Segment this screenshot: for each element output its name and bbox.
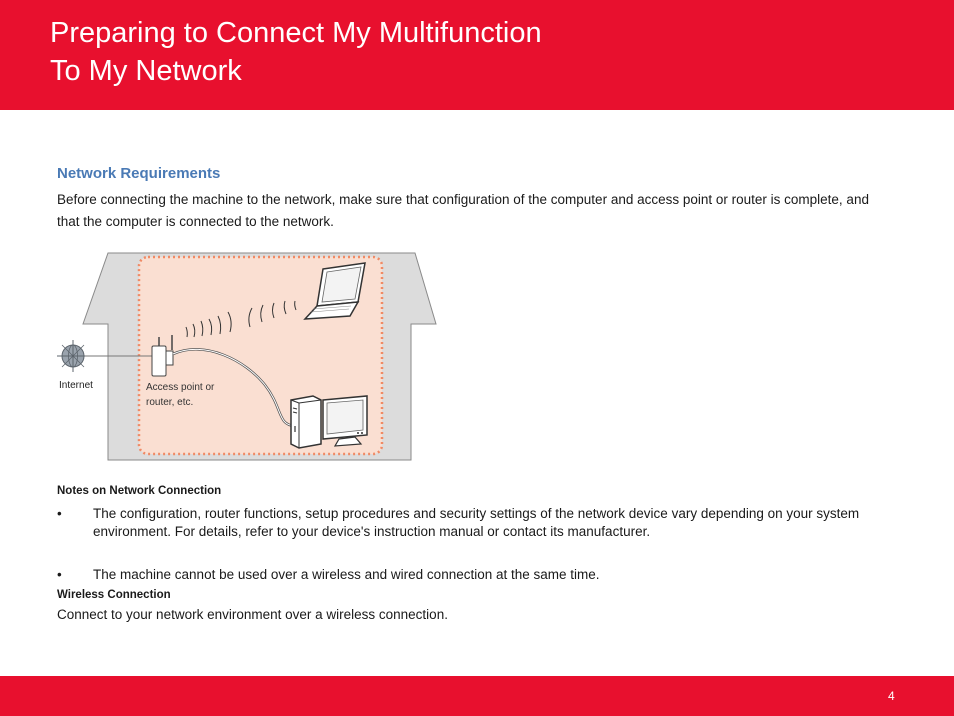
title-line-1: Preparing to Connect My Multifunction <box>50 17 542 49</box>
list-item <box>57 566 887 584</box>
title-line-2: To My Network <box>50 55 242 87</box>
globe-icon <box>57 340 89 372</box>
network-diagram <box>55 250 440 465</box>
bullet-dot: • <box>57 506 62 521</box>
list-item <box>57 505 887 541</box>
router-label-line-1: Access point or <box>146 382 215 393</box>
notes-heading: Notes on Network Connection <box>57 485 222 497</box>
desktop-tower-icon <box>291 396 321 448</box>
page-title <box>50 14 542 90</box>
section-heading: Network Requirements <box>57 165 221 182</box>
router-label-line-2: router, etc. <box>146 397 194 408</box>
note-text: The machine cannot be used over a wireless and wired connection at the same time. <box>93 567 600 582</box>
wireless-heading: Wireless Connection <box>57 589 171 601</box>
page-number: 4 <box>888 689 895 703</box>
footer-bar <box>0 676 954 716</box>
internet-label: Internet <box>59 380 93 391</box>
wireless-text: Connect to your network environment over a wireless connection. <box>57 607 448 622</box>
intro-paragraph: Before connecting the machine to the network, make sure that configuration of the computer and access point or router is complete, and that the computer is connected to the network. <box>57 192 869 229</box>
bullet-dot: • <box>57 567 62 582</box>
note-text: The configuration, router functions, setup procedures and security settings of the network device vary depending on your system environment. For details, refer to your device's instruction manual or contact its manufacturer. <box>93 506 860 539</box>
